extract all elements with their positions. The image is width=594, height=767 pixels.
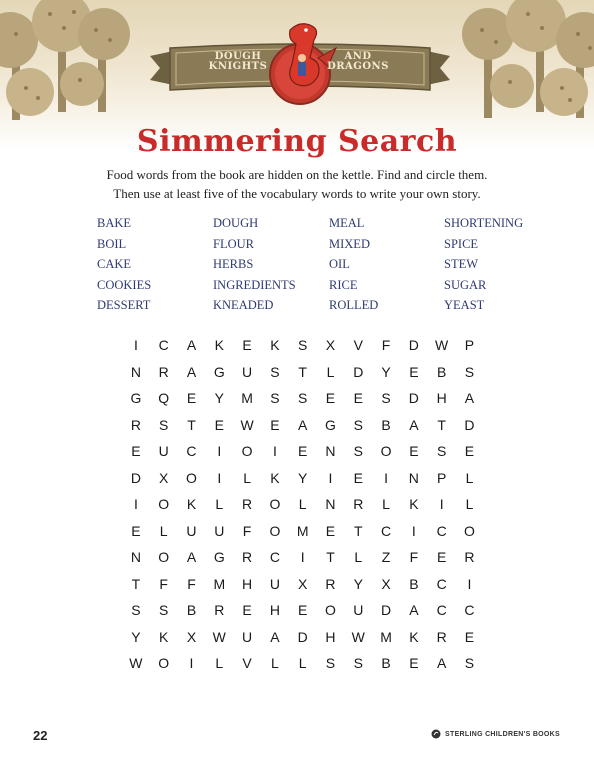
grid-letter[interactable]: W (351, 628, 365, 645)
grid-row (122, 571, 483, 598)
grid-letter[interactable]: Y (131, 628, 141, 645)
grid-letter[interactable]: W (129, 655, 143, 672)
grid-letter[interactable]: E (131, 522, 141, 539)
grid-letter[interactable]: W (435, 337, 449, 354)
grid-letter[interactable]: L (382, 496, 390, 513)
vocabulary-word: INGREDIENTS (213, 277, 296, 292)
grid-letter[interactable]: L (298, 496, 307, 513)
grid-letter[interactable]: M (296, 522, 309, 539)
banner-ribbon-icon (150, 18, 450, 110)
grid-letter[interactable]: L (465, 469, 474, 486)
grid-letter[interactable]: N (325, 443, 336, 460)
grid-letter[interactable]: A (464, 390, 475, 407)
grid-letter[interactable]: U (158, 443, 169, 460)
grid-letter[interactable]: Z (381, 549, 391, 566)
grid-letter[interactable]: U (353, 602, 364, 619)
grid-letter[interactable]: L (243, 469, 251, 486)
grid-letter[interactable]: U (186, 522, 197, 539)
grid-letter[interactable]: K (186, 496, 197, 513)
grid-letter[interactable]: E (242, 337, 252, 354)
vocabulary-word: STEW (444, 257, 479, 271)
grid-letter[interactable]: K (214, 337, 224, 354)
grid-letter[interactable]: D (297, 628, 308, 645)
grid-letter[interactable]: A (409, 416, 419, 433)
grid-letter[interactable]: O (380, 443, 392, 460)
grid-letter[interactable]: S (131, 602, 141, 619)
grid-letter[interactable]: E (409, 655, 419, 672)
grid-letter[interactable]: L (298, 655, 307, 672)
grid-letter[interactable]: T (298, 363, 307, 380)
grid-letter[interactable]: D (408, 390, 419, 407)
vocabulary-word: KNEADED (213, 298, 274, 312)
grid-letter[interactable]: Y (353, 575, 363, 592)
grid-letter[interactable]: I (217, 469, 222, 486)
grid-row (122, 518, 483, 545)
grid-letter[interactable]: V (353, 337, 363, 354)
page-title: Simmering Search (136, 124, 458, 159)
publisher-logo-icon (431, 729, 441, 739)
grid-letter[interactable]: B (381, 416, 391, 433)
grid-letter[interactable]: S (381, 390, 391, 407)
grid-letter[interactable]: D (381, 602, 392, 619)
grid-letter[interactable]: R (464, 549, 475, 566)
grid-letter[interactable]: E (353, 390, 363, 407)
grid-letter[interactable]: Y (298, 469, 308, 486)
grid-letter[interactable]: X (186, 628, 197, 645)
grid-letter[interactable]: L (159, 522, 168, 539)
grid-letter[interactable]: T (187, 416, 196, 433)
word-search-grid (122, 332, 483, 677)
grid-letter[interactable]: I (411, 522, 416, 539)
grid-letter[interactable]: N (130, 549, 141, 566)
grid-letter[interactable]: G (325, 416, 336, 433)
grid-letter[interactable]: E (298, 602, 308, 619)
grid-letter[interactable]: S (353, 416, 363, 433)
grid-letter[interactable]: Y (214, 390, 224, 407)
grid-letter[interactable]: C (381, 522, 392, 539)
grid-row (122, 491, 483, 518)
grid-letter[interactable]: I (328, 469, 333, 486)
grid-letter[interactable]: S (298, 390, 308, 407)
grid-letter[interactable]: I (384, 469, 389, 486)
grid-letter[interactable]: N (130, 363, 141, 380)
grid-letter[interactable]: E (409, 363, 419, 380)
grid-letter[interactable]: I (133, 337, 138, 354)
grid-letter[interactable]: K (270, 469, 280, 486)
tree-cluster-left-icon (0, 0, 150, 140)
grid-letter[interactable]: E (464, 628, 475, 645)
grid-letter[interactable]: G (213, 549, 225, 566)
grid-letter[interactable]: S (270, 390, 280, 407)
grid-letter[interactable]: Y (381, 363, 391, 380)
grid-letter[interactable]: L (215, 496, 224, 513)
grid-letter[interactable]: A (186, 337, 197, 354)
grid-letter[interactable]: E (131, 443, 141, 460)
grid-letter[interactable]: L (270, 655, 279, 672)
grid-letter[interactable]: O (158, 496, 170, 513)
publisher-credit (431, 729, 560, 739)
title-banner (150, 18, 450, 110)
grid-letter[interactable]: E (325, 522, 336, 539)
grid-letter[interactable]: T (131, 575, 141, 592)
grid-letter[interactable]: R (214, 602, 225, 619)
grid-letter[interactable]: F (409, 549, 419, 566)
grid-letter[interactable]: R (325, 575, 336, 592)
grid-letter[interactable]: E (353, 469, 363, 486)
vocabulary-word: FLOUR (213, 236, 254, 251)
grid-letter[interactable]: T (437, 416, 446, 433)
grid-letter[interactable]: E (409, 443, 419, 460)
grid-letter[interactable]: M (241, 390, 253, 407)
grid-letter[interactable]: E (270, 416, 280, 433)
grid-letter[interactable]: G (213, 363, 225, 380)
grid-letter[interactable]: R (158, 363, 169, 380)
instruction-line: Food words from the book are hidden on the kettle. Find and circle them. (106, 167, 488, 182)
grid-row (122, 385, 483, 412)
vocabulary-word: COOKIES (97, 277, 152, 292)
grid-letter[interactable]: X (298, 575, 308, 592)
grid-letter[interactable]: C (186, 443, 197, 460)
grid-row (122, 597, 483, 624)
grid-letter[interactable]: S (159, 416, 169, 433)
grid-letter[interactable]: R (436, 628, 447, 645)
grid-row (122, 412, 483, 439)
grid-letter[interactable]: R (130, 416, 141, 433)
page-number: 22 (33, 728, 48, 743)
grid-letter[interactable]: I (189, 655, 194, 672)
grid-letter[interactable]: H (436, 390, 447, 407)
grid-letter[interactable]: A (186, 363, 197, 380)
grid-letter[interactable]: I (467, 575, 472, 592)
grid-letter[interactable]: U (242, 628, 253, 645)
vocabulary-word: ROLLED (329, 298, 379, 312)
vocabulary-word: HERBS (213, 257, 254, 271)
grid-letter[interactable]: I (300, 549, 305, 566)
grid-letter[interactable]: K (159, 628, 169, 645)
grid-letter[interactable]: F (242, 522, 252, 539)
grid-letter[interactable]: T (353, 522, 363, 539)
grid-letter[interactable]: F (381, 337, 391, 354)
publisher-name: STERLING CHILDREN'S BOOKS (445, 730, 560, 738)
grid-letter[interactable]: O (269, 496, 281, 513)
grid-letter[interactable]: H (325, 628, 336, 645)
grid-row (122, 624, 483, 651)
grid-letter[interactable]: U (269, 575, 280, 592)
grid-letter[interactable]: E (214, 416, 224, 433)
grid-letter[interactable]: X (325, 337, 336, 354)
instructions (60, 165, 534, 203)
vocabulary-word: OIL (329, 257, 350, 271)
grid-letter[interactable]: O (158, 655, 170, 672)
vocabulary-word: SPICE (444, 236, 479, 251)
grid-letter[interactable]: T (326, 549, 335, 566)
grid-letter[interactable]: X (381, 575, 391, 592)
grid-letter[interactable]: U (242, 363, 253, 380)
grid-letter[interactable]: S (353, 655, 363, 672)
grid-letter[interactable]: P (436, 469, 447, 486)
grid-letter[interactable]: B (381, 655, 391, 672)
grid-letter[interactable]: B (409, 575, 419, 592)
grid-letter[interactable]: V (242, 655, 252, 672)
grid-row (122, 438, 483, 465)
vocabulary-word: SUGAR (444, 277, 487, 292)
grid-letter[interactable]: W (240, 416, 254, 433)
grid-letter[interactable]: E (325, 390, 336, 407)
grid-letter[interactable]: C (158, 337, 169, 354)
grid-letter[interactable]: F (187, 575, 196, 592)
vocabulary-word: DOUGH (213, 216, 259, 230)
grid-letter[interactable]: K (409, 628, 419, 645)
grid-letter[interactable]: C (436, 522, 447, 539)
grid-letter[interactable]: O (241, 443, 253, 460)
grid-letter[interactable]: O (269, 522, 281, 539)
grid-letter[interactable]: Q (158, 390, 170, 407)
grid-letter[interactable]: B (436, 363, 447, 380)
instruction-line: Then use at least five of the vocabulary words to write your own story. (113, 186, 481, 201)
grid-letter[interactable]: P (464, 337, 475, 354)
grid-letter[interactable]: C (436, 575, 447, 592)
vocabulary-word: SHORTENING (444, 216, 524, 230)
grid-letter[interactable]: O (186, 469, 197, 486)
grid-letter[interactable]: E (464, 443, 475, 460)
grid-letter[interactable]: C (436, 602, 447, 619)
grid-letter[interactable]: D (130, 469, 141, 486)
grid-letter[interactable]: I (217, 443, 222, 460)
grid-letter[interactable]: S (270, 363, 280, 380)
grid-letter[interactable]: N (408, 469, 419, 486)
grid-letter[interactable]: N (325, 496, 336, 513)
grid-row (122, 465, 483, 492)
grid-letter[interactable]: E (186, 390, 197, 407)
grid-letter[interactable]: E (436, 549, 447, 566)
vocabulary-word: BOIL (97, 236, 127, 251)
vocabulary-word: BAKE (97, 216, 132, 230)
grid-letter[interactable]: S (159, 602, 169, 619)
grid-letter[interactable]: A (436, 655, 447, 672)
grid-letter[interactable]: R (353, 496, 364, 513)
grid-letter[interactable]: M (380, 628, 392, 645)
grid-letter[interactable]: L (465, 496, 474, 513)
grid-letter[interactable]: G (130, 390, 142, 407)
grid-letter[interactable]: S (436, 443, 447, 460)
grid-letter[interactable]: R (242, 496, 253, 513)
grid-letter[interactable]: D (353, 363, 364, 380)
grid-row (122, 359, 483, 386)
grid-letter[interactable]: M (213, 575, 226, 592)
grid-letter[interactable]: O (464, 522, 475, 539)
grid-letter[interactable]: A (298, 416, 308, 433)
vocabulary-word: MIXED (329, 236, 370, 251)
vocabulary-word: YEAST (444, 298, 485, 312)
grid-letter[interactable]: X (159, 469, 169, 486)
grid-letter[interactable]: R (242, 549, 253, 566)
grid-letter[interactable]: O (325, 602, 336, 619)
grid-letter[interactable]: W (212, 628, 226, 645)
grid-letter[interactable]: C (464, 602, 475, 619)
tree-cluster-right-icon (444, 0, 594, 140)
grid-letter[interactable]: E (242, 602, 252, 619)
grid-letter[interactable]: K (409, 496, 419, 513)
grid-row (122, 544, 483, 571)
grid-letter[interactable]: U (214, 522, 225, 539)
grid-letter[interactable]: A (409, 602, 419, 619)
grid-letter[interactable]: C (269, 549, 280, 566)
vocabulary-word: RICE (329, 277, 358, 292)
grid-letter[interactable]: I (133, 496, 138, 513)
grid-letter[interactable]: A (270, 628, 280, 645)
grid-letter[interactable]: D (408, 337, 419, 354)
grid-letter[interactable]: I (439, 496, 444, 513)
vocabulary-word: DESSERT (97, 298, 151, 312)
grid-letter[interactable]: H (269, 602, 280, 619)
vocabulary-word: MEAL (329, 216, 365, 230)
grid-letter[interactable]: A (186, 549, 197, 566)
grid-row (122, 650, 483, 677)
grid-letter[interactable]: I (272, 443, 277, 460)
vocabulary-word: CAKE (97, 257, 132, 271)
grid-letter[interactable]: E (298, 443, 308, 460)
grid-row (122, 332, 483, 359)
grid-letter[interactable]: S (464, 655, 475, 672)
grid-letter[interactable]: S (464, 363, 475, 380)
vocabulary-word-list (97, 216, 557, 319)
grid-letter[interactable]: L (354, 549, 363, 566)
grid-letter[interactable]: K (270, 337, 280, 354)
grid-letter[interactable]: H (242, 575, 253, 592)
grid-letter[interactable]: S (325, 655, 336, 672)
grid-letter[interactable]: L (326, 363, 335, 380)
banner-right-text: AND DRAGONS (327, 51, 389, 72)
grid-letter[interactable]: O (158, 549, 170, 566)
grid-letter[interactable]: L (215, 655, 224, 672)
banner-left-text: DOUGH KNIGHTS (208, 51, 268, 72)
grid-letter[interactable]: S (353, 443, 363, 460)
grid-letter[interactable]: S (298, 337, 308, 354)
grid-letter[interactable]: B (186, 602, 197, 619)
grid-letter[interactable]: F (159, 575, 168, 592)
grid-letter[interactable]: D (464, 416, 475, 433)
